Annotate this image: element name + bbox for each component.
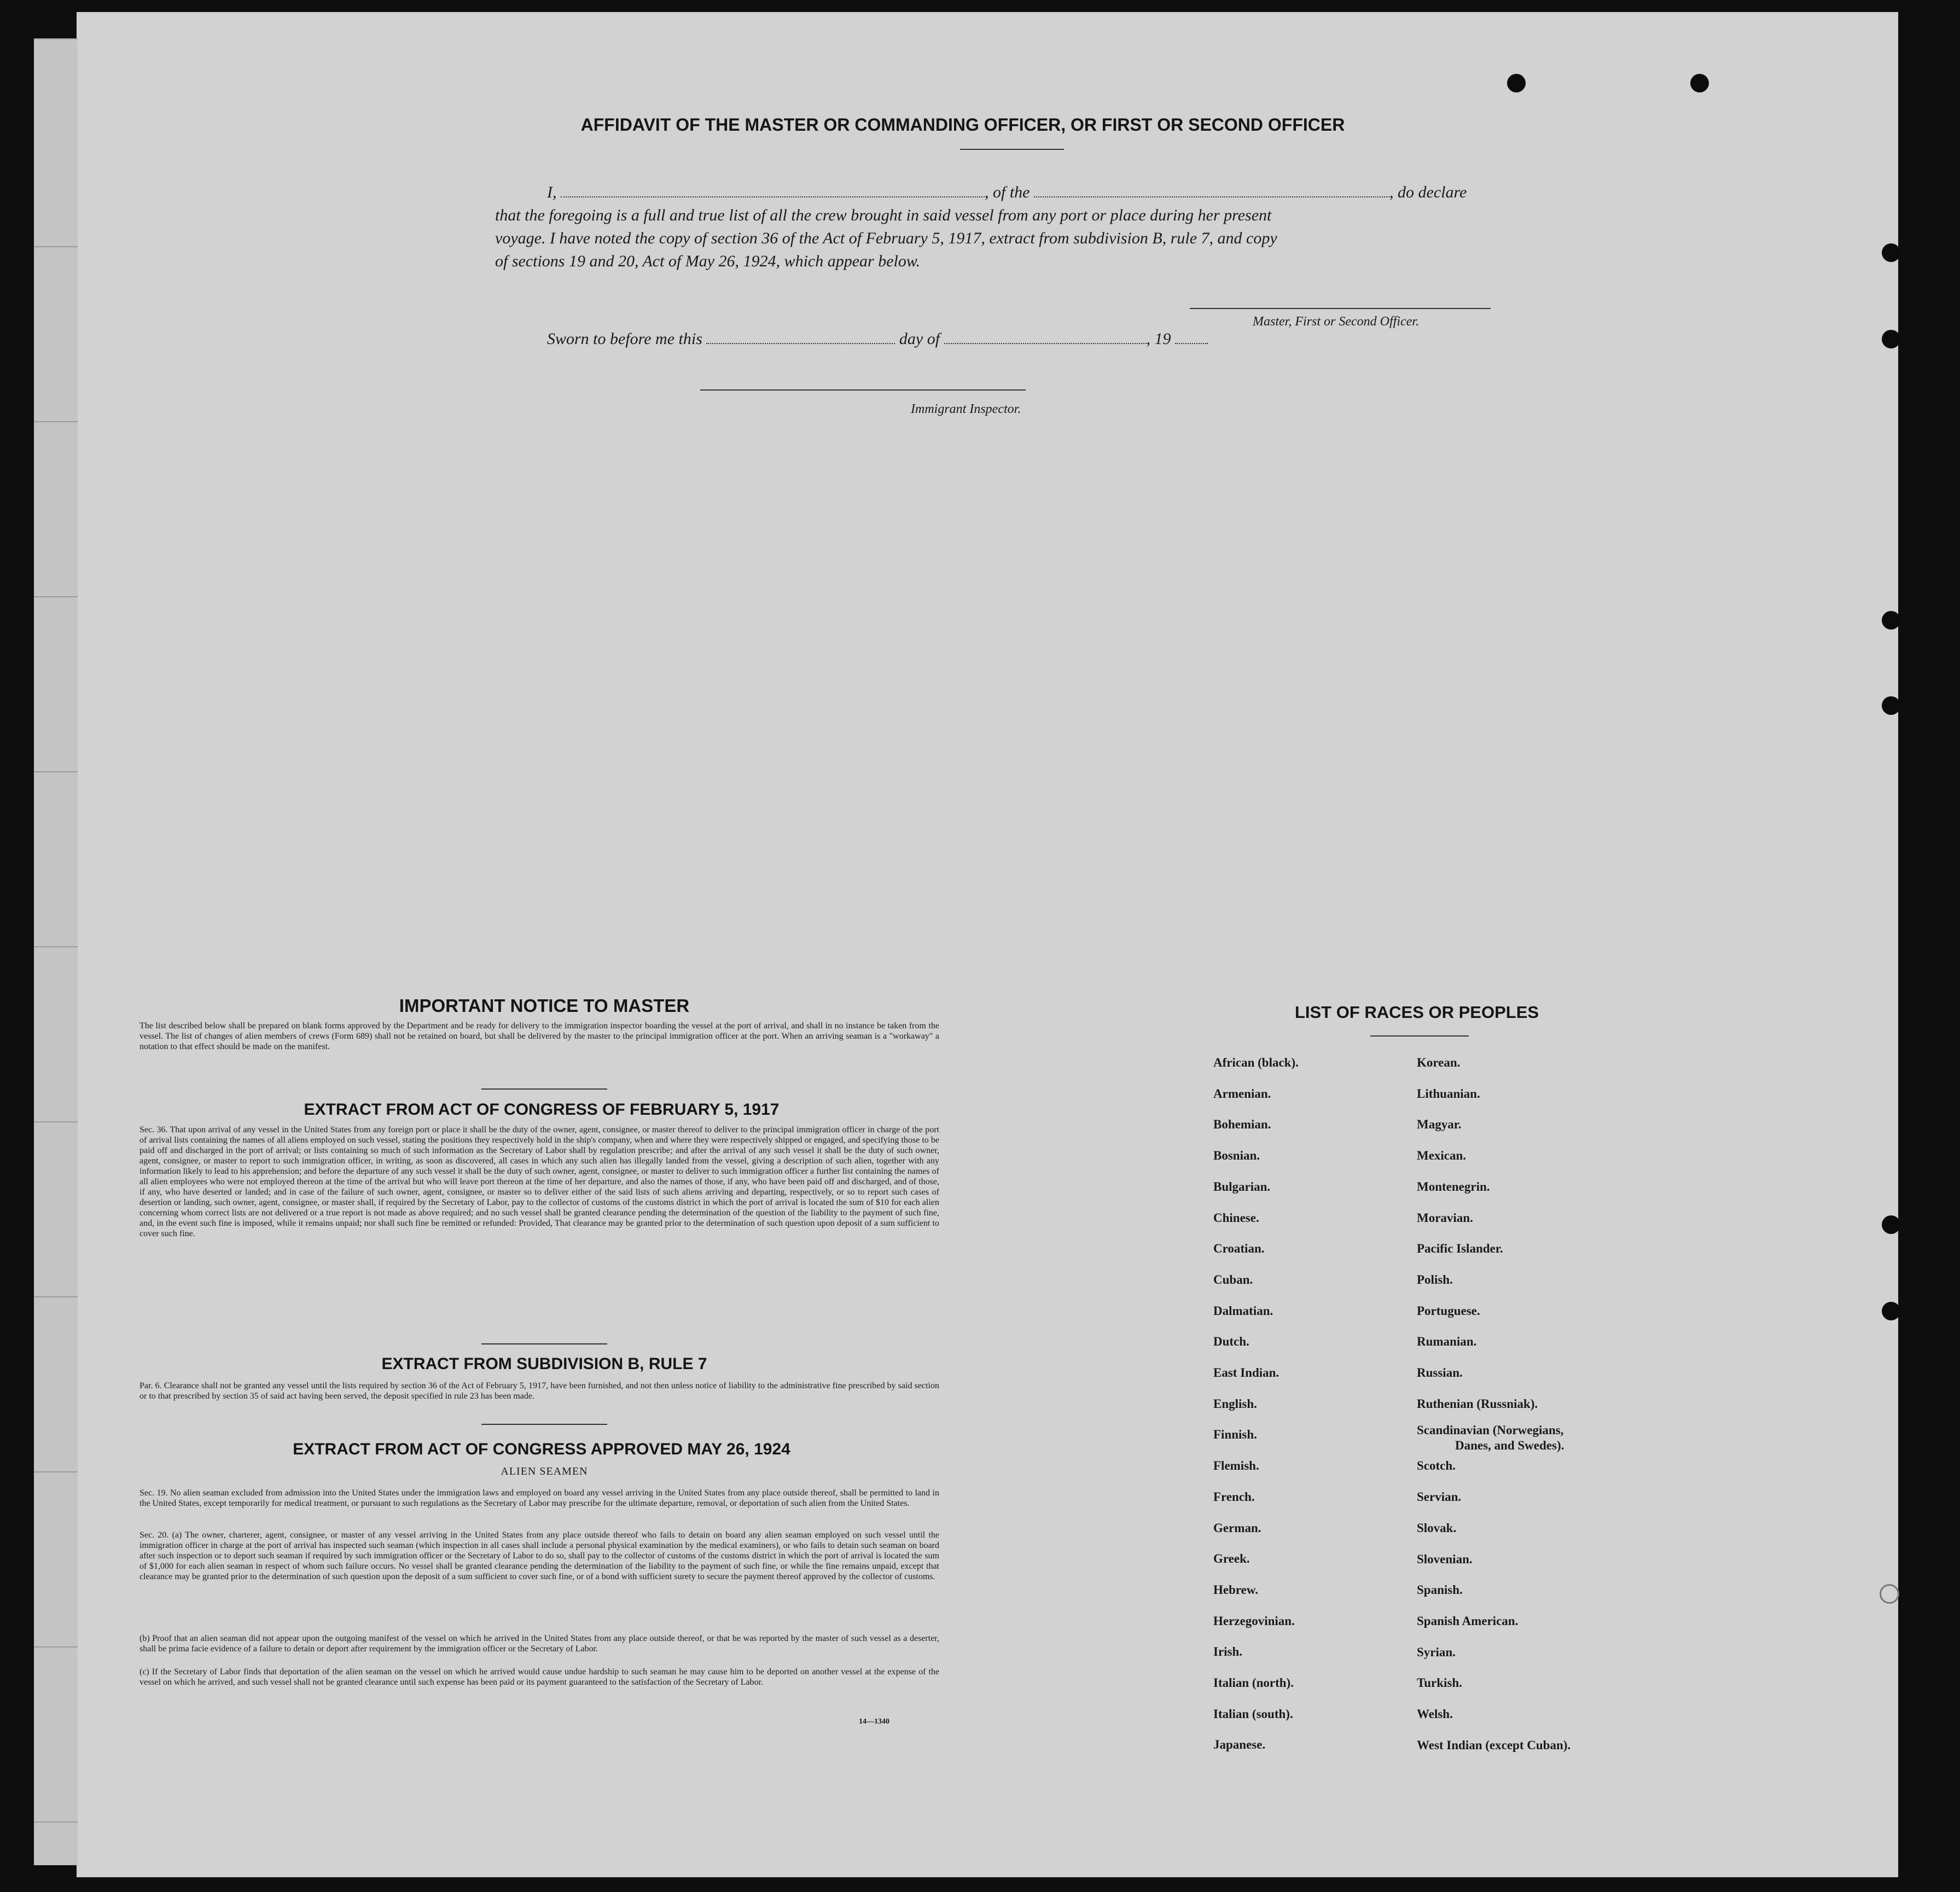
form-number: 14—1340 <box>859 1718 889 1726</box>
affidavit-line-1 <box>547 182 1532 203</box>
race-item: Dalmatian. <box>1213 1303 1273 1318</box>
section-rule <box>481 1088 607 1090</box>
race-item: Spanish American. <box>1417 1614 1519 1628</box>
race-item: Armenian. <box>1213 1086 1271 1101</box>
race-item: Japanese. <box>1213 1738 1266 1752</box>
race-item: Dutch. <box>1213 1335 1249 1349</box>
race-item: Russian. <box>1417 1366 1463 1380</box>
race-item: Italian (south). <box>1213 1707 1293 1721</box>
race-item: Slovak. <box>1417 1521 1457 1535</box>
punch-hole <box>1507 74 1526 92</box>
extract-1924-sec20b: (b) Proof that an alien seaman did not appear upon the outgoing manifest of the vessel on which he arrived in the United States from any place outside thereof, or that he was reported by the master of such vessel as a deserter, shall be prima facie evidence of a failure to detain or deport after requirement by the immigration officer or the Secretary of Labor. <box>139 1634 939 1654</box>
race-item: Flemish. <box>1213 1459 1259 1473</box>
extract-1917-text: Sec. 36. That upon arrival of any vessel in the United States from any foreign port or place it shall be the duty of the owner, agent, consignee, or master thereof to deliver to the principal immigration officer in charge of the port of arrival lists containing the names of all aliens employed on such vessel, stating the positions they respectively hold in the ship's company, when and where they were respectively shipped or engaged, and specifying those to be paid off and discharged in the port of arrival; or lists containing so much of such information as the Secretary of Labor shall by regulation prescribe; and after the arrival of any such vessel it shall be the duty of such owner, agent, consignee, or master to report to such immigration officer, in writing, as soon as discovered, all cases in which any such alien has illegally landed from the vessel, giving a description of such alien, together with any information likely to lead to his apprehension; and before the departure of any such vessel it shall be the duty of such owner, agent, consignee, or master to deliver to such immigration officer a further list containing the names of all alien employees who were not employed thereon at the time of the arrival but who will leave port thereon at the time of her departure, and also the names of those, if any, who have been paid off and discharged, and of those, if any, who have deserted or landed; and in case of the failure of such owner, agent, consignee, or master so to deliver either of the said lists of such aliens arriving and departing, respectively, or so to report such cases of desertion or landing, such owner, agent, consignee, or master shall, if required by the Secretary of Labor, pay to the collector of customs of the customs district in which the port of arrival is located the sum of $10 for each alien concerning whom correct lists are not delivered or a true report is not made as above required; and no such vessel shall be granted clearance pending the determination of the question of the liability to the payment of such fine, and, in the event such fine is imposed, while it remains unpaid; nor shall such fine be remitted or refunded: Provided, That clearance may be granted prior to the determination of such question upon deposit of a sum sufficient to cover such fine. <box>139 1125 939 1238</box>
affidavit-of-the: , of the <box>985 183 1030 201</box>
race-item: Finnish. <box>1213 1428 1257 1442</box>
race-item: Irish. <box>1213 1645 1243 1659</box>
master-signature-label: Master, First or Second Officer. <box>1253 315 1419 329</box>
race-item: Slovenian. <box>1417 1552 1473 1566</box>
affidavit-title: AFFIDAVIT OF THE MASTER OR COMMANDING OFFICER, OR FIRST OR SECOND OFFICER <box>580 115 1345 135</box>
punch-hole <box>1882 611 1900 630</box>
extract-1924-sec20a: Sec. 20. (a) The owner, charterer, agent, consignee, or master of any vessel arriving in the United States from any place outside thereof who fails to detain on board any alien seaman employed on such vessel until the immigration officer in charge at the port of arrival has inspected such seaman (which inspection in all cases shall include a personal physical examination by the medical examiners), or who fails to detain such seaman on board after such inspection or to deport such seaman if required by such immigration officer or the Secretary of Labor to do so, shall pay to the collector of customs of the customs district in which the port of arrival is located the sum of $1,000 for each alien seaman in respect of whom such failure occurs. No vessel shall be granted clearance pending the determination of the liability to the payment of such fine, or while the fine remains unpaid, except that clearance may be granted prior to the determination of such question upon the deposit of a sum sufficient to cover such fine, or of a bond with sufficient surety to secure the payment thereof approved by the collector of customs. <box>139 1530 939 1581</box>
race-item: Mexican. <box>1417 1149 1467 1163</box>
races-right-column <box>1417 1047 1571 1761</box>
race-item: Polish. <box>1417 1272 1453 1286</box>
inspector-signature-line[interactable] <box>700 389 1026 391</box>
affidavit-i: I, <box>547 183 557 201</box>
extract-rule7-text: Par. 6. Clearance shall not be granted any vessel until the lists required by section 36 of the Act of February 5, 1917, have been furnished, and not then unless notice of liability to the administrative fine prescribed by said section or to that prescribed by section 35 of said act having been served, the deposit specified in rule 23 has been made. <box>139 1381 939 1401</box>
notice-text: The list described below shall be prepared on blank forms approved by the Department and be ready for delivery to the immigration inspector boarding the vessel at the port of arrival, and shall in no instance be taken from the vessel. The list of changes of alien members of crews (Form 689) shall not be retained on board, but shall be delivered by the master to the principal immigration officer at the port. When an arriving seaman is a "workaway" a notation to that effect should be made on the manifest. <box>139 1021 939 1051</box>
punch-hole <box>1882 1302 1900 1320</box>
extract-1924-sec20c: (c) If the Secretary of Labor finds that deportation of the alien seaman on the vessel on which he arrived would cause undue hardship to such seaman he may cause him to be deported on another vessel at the expense of the vessel on which he arrived, and such vessel shall not be granted clearance until such expense has been paid or its payment guaranteed to the satisfaction of the Secretary of Labor. <box>139 1667 939 1687</box>
race-item: East Indian. <box>1213 1366 1279 1380</box>
extract-1917-title: EXTRACT FROM ACT OF CONGRESS OF FEBRUARY 5, 1917 <box>304 1101 780 1119</box>
sworn-day-field[interactable] <box>706 329 895 344</box>
punch-hole <box>1880 1584 1899 1604</box>
race-item: Bohemian. <box>1213 1117 1271 1132</box>
affidavit-line-2: that the foregoing is a full and true list of all the crew brought in said vessel from any port or place during her present <box>495 206 1272 224</box>
race-item: English. <box>1213 1396 1257 1411</box>
race-item: Rumanian. <box>1417 1335 1477 1349</box>
race-item: Italian (north). <box>1213 1676 1294 1690</box>
master-signature-line[interactable] <box>1190 308 1491 309</box>
vessel-name-field[interactable] <box>1034 182 1389 197</box>
race-item: Bosnian. <box>1213 1149 1260 1163</box>
section-rule <box>481 1343 607 1344</box>
extract-1924-title: EXTRACT FROM ACT OF CONGRESS APPROVED MAY 26, 1924 <box>293 1440 790 1458</box>
left-binding-strip <box>34 38 78 1865</box>
race-item: Hebrew. <box>1213 1582 1258 1597</box>
day-of-label: day of <box>899 330 940 348</box>
race-item: Bulgarian. <box>1213 1179 1271 1194</box>
race-item: West Indian (except Cuban). <box>1417 1738 1571 1752</box>
race-item: African (black). <box>1213 1056 1299 1069</box>
affidavit-do-declare: , do declare <box>1389 183 1467 201</box>
race-item: Pacific Islander. <box>1417 1242 1503 1256</box>
punch-hole <box>1882 330 1900 348</box>
punch-hole <box>1882 696 1900 715</box>
race-item: Scotch. <box>1417 1459 1456 1473</box>
race-item: French. <box>1213 1489 1255 1504</box>
race-item: Croatian. <box>1213 1242 1265 1256</box>
race-item: German. <box>1213 1521 1261 1535</box>
punch-hole <box>1690 74 1709 92</box>
master-name-field[interactable] <box>561 182 985 197</box>
extract-1924-sec19: Sec. 19. No alien seaman excluded from admission into the United States under the immigration laws and employed on board any vessel arriving in the United States from any place outside thereof, shall be permitted to land in the United States, except temporarily for medical treatment, or pursuant to such regulations as the Secretary of Labor may prescribe for the ultimate departure, removal, or deportation of such alien from the United States. <box>139 1488 939 1508</box>
inspector-signature-label: Immigrant Inspector. <box>911 402 1021 416</box>
race-item: Herzegovinian. <box>1213 1614 1295 1628</box>
race-item: Portuguese. <box>1417 1303 1480 1318</box>
race-item: Turkish. <box>1417 1676 1462 1690</box>
sworn-line <box>547 328 1368 350</box>
races-left-column <box>1213 1047 1299 1761</box>
race-item: Lithuanian. <box>1417 1086 1480 1101</box>
race-item: Welsh. <box>1417 1707 1453 1721</box>
sworn-month-field[interactable] <box>944 329 1147 344</box>
punch-hole <box>1882 1215 1900 1234</box>
races-title: LIST OF RACES OR PEOPLES <box>1294 1003 1539 1022</box>
race-item: Syrian. <box>1417 1645 1456 1659</box>
race-item: Scandinavian (Norwegians, <box>1417 1423 1564 1437</box>
year-label: , 19 <box>1146 330 1171 348</box>
race-item: Ruthenian (Russniak). <box>1417 1396 1538 1411</box>
sworn-label: Sworn to before me this <box>547 330 702 348</box>
race-item: Spanish. <box>1417 1583 1463 1597</box>
extract-rule7-title: EXTRACT FROM SUBDIVISION B, RULE 7 <box>381 1355 707 1373</box>
section-rule <box>481 1424 607 1425</box>
race-item: Servian. <box>1417 1490 1462 1504</box>
race-item: Greek. <box>1213 1552 1250 1566</box>
race-item: Montenegrin. <box>1417 1179 1490 1194</box>
notice-title: IMPORTANT NOTICE TO MASTER <box>399 996 690 1016</box>
race-item: Korean. <box>1417 1056 1461 1069</box>
races-title-rule <box>1370 1035 1469 1037</box>
race-item: Cuban. <box>1213 1272 1253 1286</box>
punch-hole <box>1882 243 1900 262</box>
race-item: Danes, and Swedes). <box>1455 1439 1564 1453</box>
race-item: Magyar. <box>1417 1117 1462 1132</box>
race-item: Chinese. <box>1213 1210 1259 1225</box>
affidavit-line-4: of sections 19 and 20, Act of May 26, 1924, which appear below. <box>495 252 921 270</box>
document-page <box>77 12 1898 1877</box>
race-item: Moravian. <box>1417 1210 1473 1225</box>
title-rule <box>960 149 1064 150</box>
extract-1924-subtitle: ALIEN SEAMEN <box>501 1465 588 1477</box>
sworn-year-field[interactable] <box>1175 329 1208 344</box>
affidavit-line-3: voyage. I have noted the copy of section 36 of the Act of February 5, 1917, extract from subdivision B, rule 7, and copy <box>495 229 1277 247</box>
